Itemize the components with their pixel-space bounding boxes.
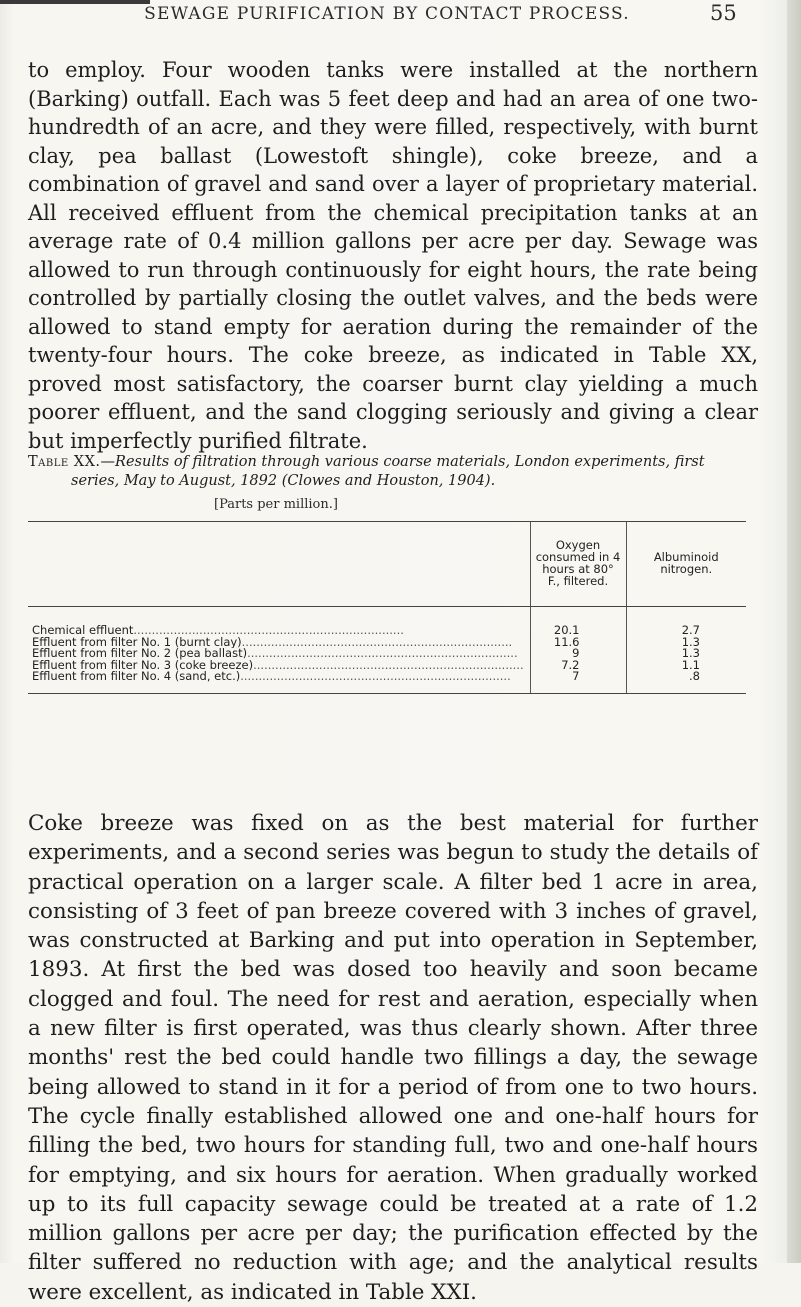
column-header-nitrogen: Albuminoid nitrogen. [626, 522, 746, 607]
column-header-material [28, 522, 530, 607]
table-row [28, 648, 746, 660]
row-label: Effluent from filter No. 3 (coke breeze) [32, 659, 254, 671]
table-label: Table XX. [28, 454, 101, 470]
leader-dots: .......................................................................... [240, 671, 511, 683]
table-row [28, 660, 746, 672]
oxygen-value: 9 [530, 648, 626, 660]
nitrogen-value: 2.7 [626, 607, 746, 637]
oxygen-value: 11.6 [530, 637, 626, 649]
table-units: [Parts per million.] [214, 497, 338, 512]
leader-dots: .......................................................................... [241, 636, 513, 648]
column-header-oxygen: Oxygen consumed in 4 hours at 80° F., filtered. [530, 522, 626, 607]
nitrogen-value: 1.1 [626, 660, 746, 672]
row-label: Effluent from filter No. 4 (sand, etc.) [32, 671, 241, 683]
page-number: 55 [710, 1, 737, 25]
nitrogen-value: 1.3 [626, 637, 746, 649]
table-header-row [28, 522, 746, 607]
table-row [28, 671, 746, 693]
row-label: Effluent from filter No. 2 (pea ballast) [32, 648, 248, 660]
nitrogen-value: .8 [626, 671, 746, 693]
paragraph-1: to employ. Four wooden tanks were installed at the northern (Barking) outfall. Each was 5 feet deep and had an area of one two-hundredth of an acre, and they were filled, respectively, with burnt clay, pea ballast (Lowestoft shingle), coke breeze, and a combination of gravel and sand over a layer of proprietary material. All received effluent from the chemical precipitation tanks at an average rate of 0.4 million gallons per acre per day. Sewage was allowed to run through continuously for eight hours, the rate being controlled by partially closing the outlet valves, and the beds were allowed to stand empty for aeration during the remainder of the twenty-four hours. The coke breeze, as indicated in Table XX, proved most satisfactory, the coarser burnt clay yielding a much poorer effluent, and the sand clogging seriously and giving a clear but imperfectly purified filtrate. [28, 58, 758, 453]
nitrogen-value: 1.3 [626, 648, 746, 660]
oxygen-value: 7.2 [530, 660, 626, 672]
page-edge-shadow [787, 0, 801, 1263]
paragraph-2: Coke breeze was fixed on as the best material for further experiments, and a second series was begun to study the details of practical operation on a larger scale. A filter bed 1 acre in area, consisting of 3 feet of pan breeze covered with 3 inches of gravel, was constructed at Barking and put into operation in September, 1893. At first the bed was dosed too heavily and soon became clogged and foul. The need for rest and aeration, especially when a new filter is first operated, was thus clearly shown. After three months' rest the bed could handle two fillings a day, the sewage being allowed to stand in it for a period of from one to two hours. The cycle finally established allowed one and one-half hours for filling the bed, two hours for standing full, two and one-half hours for emptying, and six hours for aeration. When gradually worked up to its full capacity sewage could be treated at a rate of 1.2 million gallons per acre per day; the purification effected by the filter suffered no reduction with age; and the analytical results were excellent, as indicated in Table XXI. [28, 811, 758, 1305]
row-label: Effluent from filter No. 1 (burnt clay) [32, 636, 242, 648]
oxygen-value: 7 [530, 671, 626, 693]
oxygen-value: 20.1 [530, 607, 626, 637]
leader-dots: .......................................................................... [253, 659, 524, 671]
table-row [28, 607, 746, 637]
table-caption [28, 453, 768, 491]
caption-line-2: series, May to August, 1892 (Clowes and Houston, 1904). [71, 473, 496, 489]
leader-dots: .......................................................................... [247, 648, 518, 660]
running-head: SEWAGE PURIFICATION BY CONTACT PROCESS. [144, 4, 630, 24]
table-row [28, 637, 746, 649]
row-label: Chemical effluent [32, 623, 134, 637]
leader-dots: .......................................................................... [133, 623, 404, 637]
results-table [28, 521, 746, 694]
caption-line-1: —Results of filtration through various coarse materials, London experiments, first [100, 454, 705, 470]
